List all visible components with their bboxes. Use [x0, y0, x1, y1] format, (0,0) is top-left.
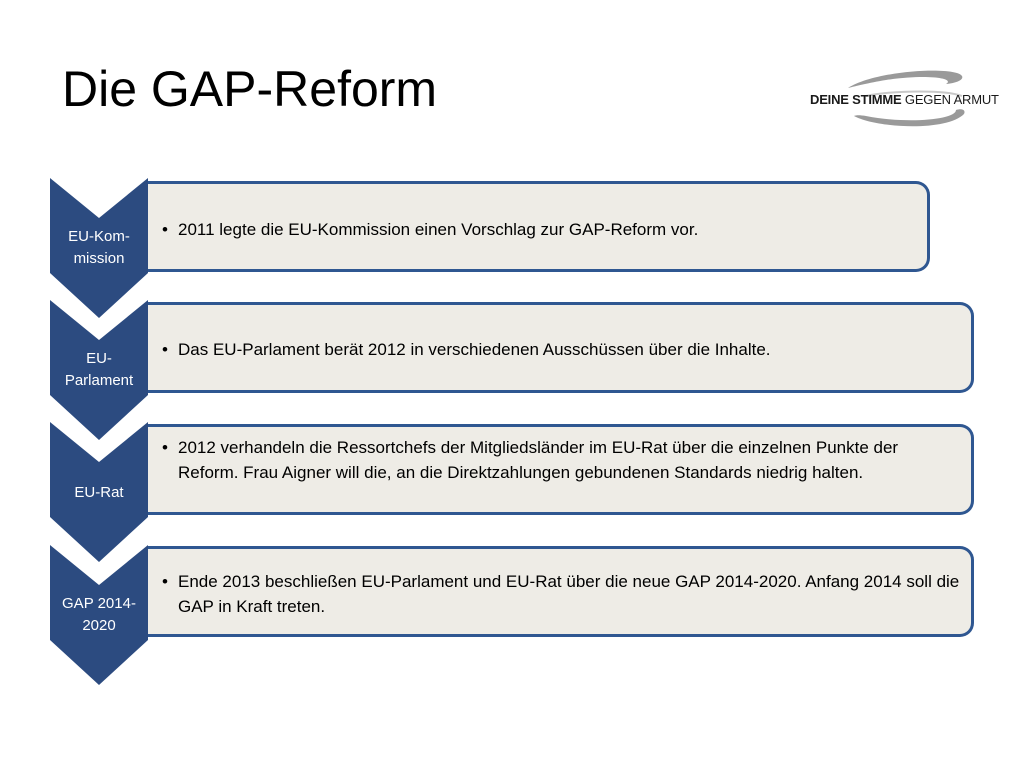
logo-text — [810, 92, 999, 107]
step-box-1 — [148, 181, 930, 272]
page-title: Die GAP-Reform — [62, 61, 438, 117]
logo — [806, 66, 1016, 136]
step-box-2 — [148, 302, 974, 393]
bullet-item — [162, 435, 961, 485]
step-box-3 — [148, 424, 974, 515]
step-label-3: EU-Rat — [74, 484, 124, 501]
bullet-marker: • — [162, 340, 168, 359]
step-text-1: 2011 legte die EU-Kommission einen Vorschlag zur GAP-Reform vor. — [178, 220, 699, 239]
step-box-4 — [148, 546, 974, 637]
step-text-4: Ende 2013 beschließen EU-Parlament und EU-Rat über die neue GAP 2014-2020. Anfang 2014 soll die GAP in Kraft treten. — [178, 572, 960, 616]
bullet-item — [162, 569, 961, 619]
bullet-marker: • — [162, 438, 168, 457]
bullet-item — [162, 217, 917, 242]
step-label-2: EU- Parlament — [64, 350, 134, 389]
bullet-marker: • — [162, 572, 168, 591]
logo-text-regular: GEGEN ARMUT — [904, 92, 999, 107]
step-label-1: EU-Kom- mission — [68, 228, 130, 267]
step-text-2: Das EU-Parlament berät 2012 in verschiedenen Ausschüssen über die Inhalte. — [178, 340, 771, 359]
logo-text-bold: DEINE STIMME — [810, 92, 902, 107]
bullet-marker: • — [162, 220, 168, 239]
step-text-3: 2012 verhandeln die Ressortchefs der Mitgliedsländer im EU-Rat über die einzelnen Punkte der Reform. Frau Aigner will die, an die Direktzahlungen gebundenen Standards niedrig halten. — [178, 438, 899, 482]
bullet-item — [162, 337, 961, 362]
step-label-4: GAP 2014- 2020 — [62, 595, 136, 634]
